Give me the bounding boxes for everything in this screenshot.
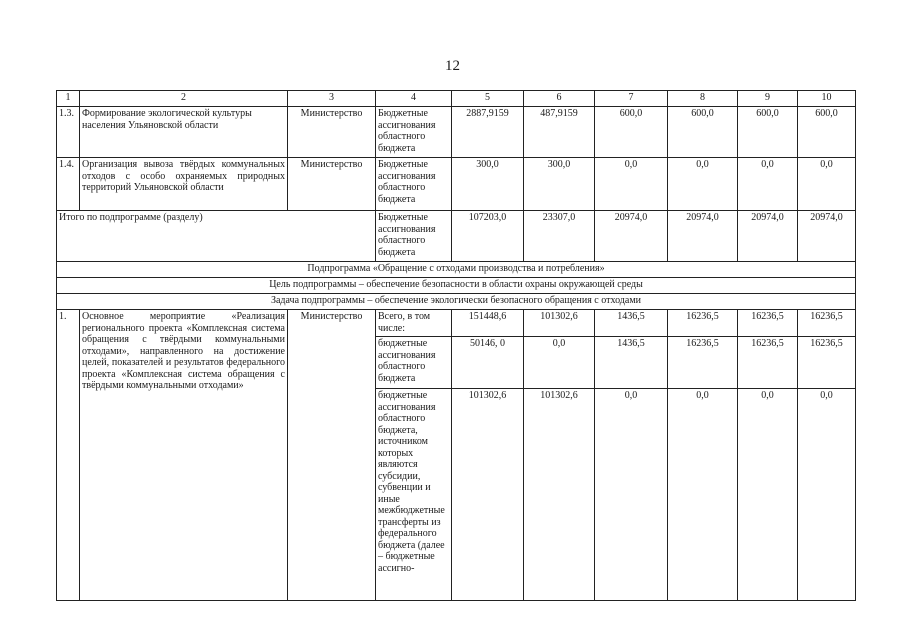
value-cell: 16236,5 [738,310,798,337]
column-number: 10 [798,91,856,107]
total-value: 107203,0 [452,211,524,262]
total-source: Бюджетные ассигнования областного бюджета [376,211,452,262]
main-event-source: Всего, в том числе: [376,310,452,337]
column-number: 8 [668,91,738,107]
value-cell: 16236,5 [798,337,856,389]
column-number: 4 [376,91,452,107]
total-label: Итого по подпрограмме (разделу) [57,211,376,262]
column-number-row [57,91,856,107]
subprogram-title: Подпрограмма «Обращение с отходами производства и потребления» [57,262,856,278]
row-source: Бюджетные ассигнования областного бюджета [376,158,452,211]
main-event-source: бюджетные ассигнования областного бюджета [376,337,452,389]
row-executor: Министерство [288,158,376,211]
value-cell: 0,0 [738,389,798,601]
value-cell: 50146, 0 [452,337,524,389]
value-cell: 1436,5 [595,337,668,389]
value-cell: 0,0 [595,389,668,601]
value-cell: 600,0 [798,107,856,158]
total-value: 20974,0 [595,211,668,262]
value-cell: 0,0 [738,158,798,211]
column-number: 2 [80,91,288,107]
total-value: 20974,0 [738,211,798,262]
value-cell: 0,0 [798,389,856,601]
total-row [57,211,856,262]
column-number: 7 [595,91,668,107]
value-cell: 487,9159 [524,107,595,158]
main-event-executor: Министерство [288,310,376,601]
value-cell: 600,0 [595,107,668,158]
row-name: Формирование экологической культуры населения Ульяновской области [80,107,288,158]
column-number: 9 [738,91,798,107]
row-name: Организация вывоза твёрдых коммунальных отходов с особо охраняемых природных территорий Ульяновской области [80,158,288,211]
page-number: 12 [445,58,460,74]
value-cell: 101302,6 [452,389,524,601]
value-cell: 16236,5 [738,337,798,389]
value-cell: 16236,5 [668,337,738,389]
value-cell: 0,0 [798,158,856,211]
main-event-source: бюджетные ассигнования областного бюджета, источником которых являются субсидии, субвенции и иные межбюджетные трансферты из федерального бюджета (далее – бюджетные ассигно- [376,389,452,601]
row-number: 1.4. [57,158,80,211]
column-number: 3 [288,91,376,107]
row-source: Бюджетные ассигнования областного бюджета [376,107,452,158]
table-row [57,158,856,211]
subprogram-goal: Цель подпрограммы – обеспечение безопасности в области охраны окружающей среды [57,278,856,294]
value-cell: 0,0 [524,337,595,389]
column-number: 6 [524,91,595,107]
budget-table [56,90,856,601]
value-cell: 600,0 [668,107,738,158]
value-cell: 1436,5 [595,310,668,337]
value-cell: 2887,9159 [452,107,524,158]
total-value: 20974,0 [798,211,856,262]
row-number: 1.3. [57,107,80,158]
main-event-row [57,310,856,337]
value-cell: 151448,6 [452,310,524,337]
subprogram-goal-row [57,278,856,294]
total-value: 23307,0 [524,211,595,262]
row-executor: Министерство [288,107,376,158]
value-cell: 16236,5 [668,310,738,337]
table-row [57,107,856,158]
value-cell: 0,0 [668,158,738,211]
main-event-name: Основное мероприятие «Реализация регионального проекта «Комплексная система обращения с твёрдыми коммунальными отходами», направленного на достижение целей, показателей и результатов федерального проекта «Комплексная система обращения с твёрдыми коммунальными отходами» [80,310,288,601]
value-cell: 300,0 [524,158,595,211]
value-cell: 0,0 [668,389,738,601]
column-number: 1 [57,91,80,107]
subprogram-task: Задача подпрограммы – обеспечение экологически безопасного обращения с отходами [57,294,856,310]
value-cell: 600,0 [738,107,798,158]
total-value: 20974,0 [668,211,738,262]
main-event-number: 1. [57,310,80,601]
column-number: 5 [452,91,524,107]
value-cell: 101302,6 [524,310,595,337]
value-cell: 300,0 [452,158,524,211]
value-cell: 101302,6 [524,389,595,601]
value-cell: 16236,5 [798,310,856,337]
value-cell: 0,0 [595,158,668,211]
subprogram-task-row [57,294,856,310]
subprogram-title-row [57,262,856,278]
